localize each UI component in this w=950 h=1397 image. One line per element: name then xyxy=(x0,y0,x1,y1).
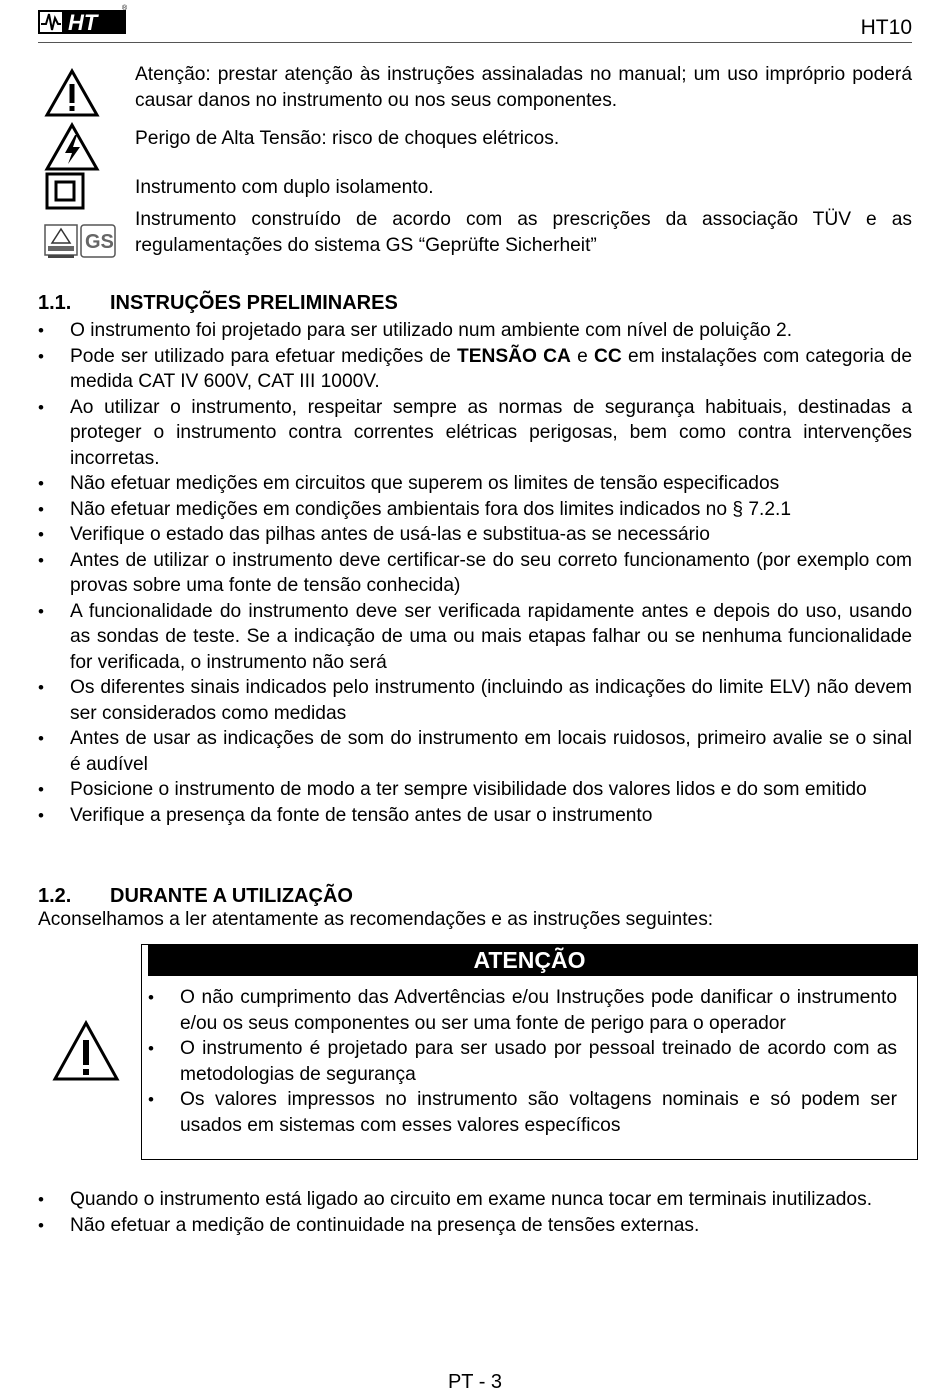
list-item: • Não efetuar a medição de continuidade na presença de tensões externas. xyxy=(38,1213,912,1239)
page-header xyxy=(38,2,912,43)
list-item: • Antes de utilizar o instrumento deve certificar-se do seu correto funcionamento (por exemplo com provas sobre uma fonte de tensão conhecida) xyxy=(38,548,912,599)
list-item: • Quando o instrumento está ligado ao circuito em exame nunca tocar em terminais inutilizados. xyxy=(38,1187,912,1213)
list-item: • Verifique o estado das pilhas antes de usá-las e substitua-as se necessário xyxy=(38,522,912,548)
section-title: DURANTE A UTILIZAÇÃO xyxy=(110,885,353,907)
section-number: 1.2. xyxy=(38,885,72,907)
logo-text: HT xyxy=(68,10,98,35)
list-item: • Pode ser utilizado para efetuar medições de TENSÃO CA e CC em instalações com categoria de medida CAT IV 600V, CAT III 1000V. xyxy=(38,344,912,395)
section-intro: Aconselhamos a ler atentamente as recomendações e as instruções seguintes: xyxy=(38,909,714,930)
list-item: • Ao utilizar o instrumento, respeitar sempre as normas de segurança habituais, destinadas a proteger o instrumento contra correntes elétricas perigosas, bem como contra intervenções incorretas. xyxy=(38,395,912,472)
high-voltage-icon xyxy=(44,122,100,172)
preliminary-instructions-list xyxy=(38,318,912,828)
warning-list xyxy=(148,985,897,1138)
list-item: • A funcionalidade do instrumento deve ser verificada rapidamente antes e depois do uso, usando as sondas de teste. Se a indicação de uma ou mais etapas falhar ou se nenhuma funcionalidade for verificada, o instrumento não será xyxy=(38,599,912,676)
section-heading-1-1 xyxy=(38,292,398,315)
list-item: • O não cumprimento das Advertências e/ou Instruções pode danificar o instrumento e/ou os seus componentes ou ser uma fonte de perigo para o operador xyxy=(148,985,897,1036)
model-name: HT10 xyxy=(860,16,912,39)
warning-triangle-icon xyxy=(44,68,100,118)
list-item: • O instrumento é projetado para ser usado por pessoal treinado de acordo com as metodologias de segurança xyxy=(148,1036,897,1087)
list-item: • Posicione o instrumento de modo a ter sempre visibilidade dos valores lidos e do som emitido xyxy=(38,777,912,803)
tuv-gs-certification-icon xyxy=(44,221,118,265)
symbol-text: Instrumento com duplo isolamento. xyxy=(135,177,434,198)
warning-title: ATENÇÃO xyxy=(142,945,917,976)
list-item: • Os diferentes sinais indicados pelo instrumento (incluindo as indicações do limite ELV) não devem ser considerados como medidas xyxy=(38,675,912,726)
section-title: INSTRUÇÕES PRELIMINARES xyxy=(110,292,398,314)
svg-text:®: ® xyxy=(122,5,128,12)
list-item: • Não efetuar medições em circuitos que superem os limites de tensão especificados xyxy=(38,471,912,497)
double-insulation-icon xyxy=(44,172,100,210)
list-item: • O instrumento foi projetado para ser utilizado num ambiente com nível de poluição 2. xyxy=(38,318,912,344)
symbol-text: Instrumento construído de acordo com as prescrições da associação TÜV e as regulamentações do sistema GS “Geprüfte Sicherheit” xyxy=(135,209,912,256)
section-number: 1.1. xyxy=(38,292,72,314)
svg-text:GS: GS xyxy=(85,231,114,253)
symbol-text: Atenção: prestar atenção às instruções assinaladas no manual; um uso impróprio poderá causar danos no instrumento ou nos seus componentes. xyxy=(135,64,912,111)
list-item: • Verifique a presença da fonte de tensão antes de usar o instrumento xyxy=(38,803,912,829)
page-number: PT - 3 xyxy=(447,1371,503,1393)
symbol-text: Perigo de Alta Tensão: risco de choques elétricos. xyxy=(135,128,560,149)
warning-box xyxy=(141,944,918,1160)
list-item: • Antes de usar as indicações de som do instrumento em locais ruidosos, primeiro avalie se o sinal é audível xyxy=(38,726,912,777)
usage-instructions-list xyxy=(38,1187,912,1238)
ht-logo-icon xyxy=(38,2,130,36)
warning-triangle-icon xyxy=(52,1020,120,1082)
section-heading-1-2 xyxy=(38,885,353,908)
list-item: • Os valores impressos no instrumento são voltagens nominais e só podem ser usados em sistemas com esses valores específicos xyxy=(148,1087,897,1138)
list-item: • Não efetuar medições em condições ambientais fora dos limites indicados no § 7.2.1 xyxy=(38,497,912,523)
